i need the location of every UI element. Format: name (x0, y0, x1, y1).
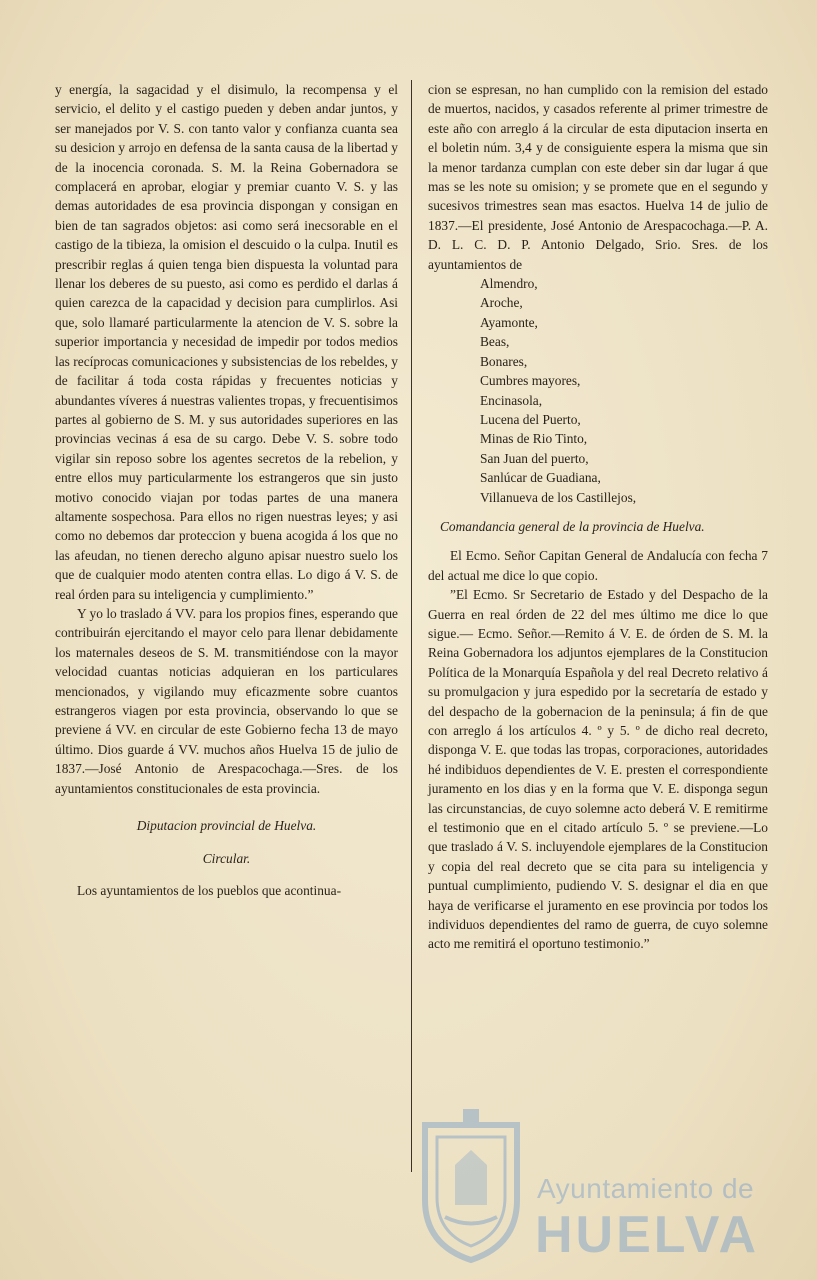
ayuntamiento-shield-icon (415, 1105, 527, 1265)
left-column (55, 80, 398, 900)
list-item: Minas de Rio Tinto, (480, 431, 588, 447)
list-item: Encinasola, (480, 392, 543, 408)
towns-list (428, 274, 768, 507)
right-paragraph-1: cion se espresan, no han cumplido con la remision del estado de muertos, nacidos, y casados referente al primer trimestre de este año con arreglo á la circular de esta diputacion inserta en el boletin núm. 3,4 y de consiguiente espera la misma que sin la menor tardanza cumplan con este deber sin dar lugar á que mas se les note su omision; y se promete que en el segundo y sucesivos trimestres sean mas esactos. Huelva 14 de julio de 1837.—El presidente, José Antonio de Arespacochaga.—P. A. D. L. C. D. P. Antonio Delgado, Srio. Sres. de los ayuntamientos de (428, 82, 768, 272)
right-paragraph-3: ”El Ecmo. Sr Secretario de Estado y del Despacho de la Guerra en real órden de 22 del mes último me dice lo que sigue.— Ecmo. Señor.—Remito á V. E. de órden de S. M. la Reina Gobernadora los adjuntos ejemplares de la Constitucion Política de la Monarquía Española y del real Decreto relativo á su promulgacion y jura espedido por la secretaría de estado y del despacho de la gobernacion de la peninsula; á fin de que con arreglo á los artículos 4. º y 5. º de dicho real decreto, disponga V. E. que todas las tropas, corporaciones, autoridades hé indibiduos dependientes de V. E. presten el correspondiente juramento en los dias y en la forma que V. E. disponga segun las circunstancias, de cuyo solemne acto deberá V. E remitirme el testimonio que en el citado artículo 5. º se previene.—Lo que traslado á V. S. incluyendole ejemplares de la Constitucion y copia del real decreto que se cita para su inteligencia y puntual cumplimiento, pudiendo V. S. designar el dia en que haya de verificarse el juramento en ese provincia por todos los individuos dependientes del ramo de guerra, de cuyo solemne acto me remitirá el oportuno testimonio.” (428, 587, 768, 952)
list-item: Lucena del Puerto, (480, 411, 581, 427)
list-item: Almendro, (480, 276, 538, 292)
left-paragraph-2: Y yo lo traslado á VV. para los propios fines, esperando que contribuirán ejercitando el mayor celo para llenar debidamente los maternales deseos de S. M. transmitiéndose con la mayor velocidad cuantas noticias adquieran en los particulares mencionados, y vigilando muy eficazmente sobre cuantos estrangeros viagen por esta provincia, observando lo que se previene á VV. en circular de este Gobierno fecha 13 de mayo último. Dios guarde á VV. muchos años Huelva 15 de julio de 1837.—José Antonio de Arespacochaga.—Sres. de los ayuntamientos constitucionales de esta provincia. (55, 605, 398, 796)
watermark (415, 1095, 765, 1275)
comandancia-heading: Comandancia general de la provincia de Huelva. (440, 518, 705, 534)
list-item: Villanueva de los Castillejos, (480, 489, 637, 505)
left-paragraph-3: Los ayuntamientos de los pueblos que acontinua- (77, 882, 342, 898)
list-item: Beas, (480, 334, 510, 350)
circular-heading: Circular. (202, 851, 251, 867)
diputacion-heading: Diputacion provincial de Huelva. (136, 818, 317, 834)
watermark-line-1: Ayuntamiento de (537, 1173, 755, 1204)
list-item: Bonares, (480, 353, 528, 369)
list-item: Ayamonte, (480, 314, 538, 330)
list-item: San Juan del puerto, (480, 450, 589, 466)
left-paragraph-1: y energía, la sagacidad y el disimulo, la recompensa y el servicio, el delito y el castigo pueden y deben andar juntos, y ser manejados por V. S. con tanto valor y confianza cuanta sea su desicion y arrojo en defensa de la santa causa de la libertad y de la inocencia coronada. S. M. la Reina Gobernadora se complacerá en aprobar, elogiar y premiar cuanto V. S. y las demas autoridades de esa provincia dispongan y consigan en bien de tan sagrados objetos: asi como será inecsorable en el castigo de la tibieza, la omision el descuido o la culpa. Inutil es prescribir reglas á quien tenga bien dispuesta la voluntad para llenar los deberes de su puesto, asi como es perdido el darlas á quien carezca de la capacidad y decision para cumplirlos. Asi que, solo llamaré particularmente la atencion de V. S. sobre la superior importancia y necesidad de impedir por todos medios las recíprocas comunicaciones y subsistencias de los rebeldes, y de facilitar á toda costa rápidas y frecuentes noticias y abundantes víveres á nuestras valientes tropas, y frecuentisimos partes al gobierno de S. M. y sus autoridades superiores en las provincias vecinas á esa de su cargo. Debe V. S. sobre todo vigilar sin reposo sobre los agentes secretos de la rebelion, y entre ellos muy particularmente los estrangeros que sin justo motivo conocido viajan por todas partes de una manera altamente sospechosa. Para ellos no rigen nuestras leyes; y asi como no debemos dar proteccion y buena acogida á los que no las afeudan, no tienen derecho alguno apisar nuestro suelo los que de cualquier modo atenten contra ellas. Lo digo á V. S. de real órden para su inteligencia y cumplimiento.” (55, 82, 398, 602)
right-column (428, 80, 768, 954)
list-item: Aroche, (480, 295, 523, 311)
column-divider (411, 80, 412, 1172)
right-paragraph-2: El Ecmo. Señor Capitan General de Andalucía con fecha 7 del actual me dice lo que copio. (428, 548, 768, 583)
list-item: Cumbres mayores, (480, 373, 581, 389)
watermark-line-2: HUELVA (535, 1206, 760, 1264)
list-item: Sanlúcar de Guadiana, (480, 470, 601, 486)
